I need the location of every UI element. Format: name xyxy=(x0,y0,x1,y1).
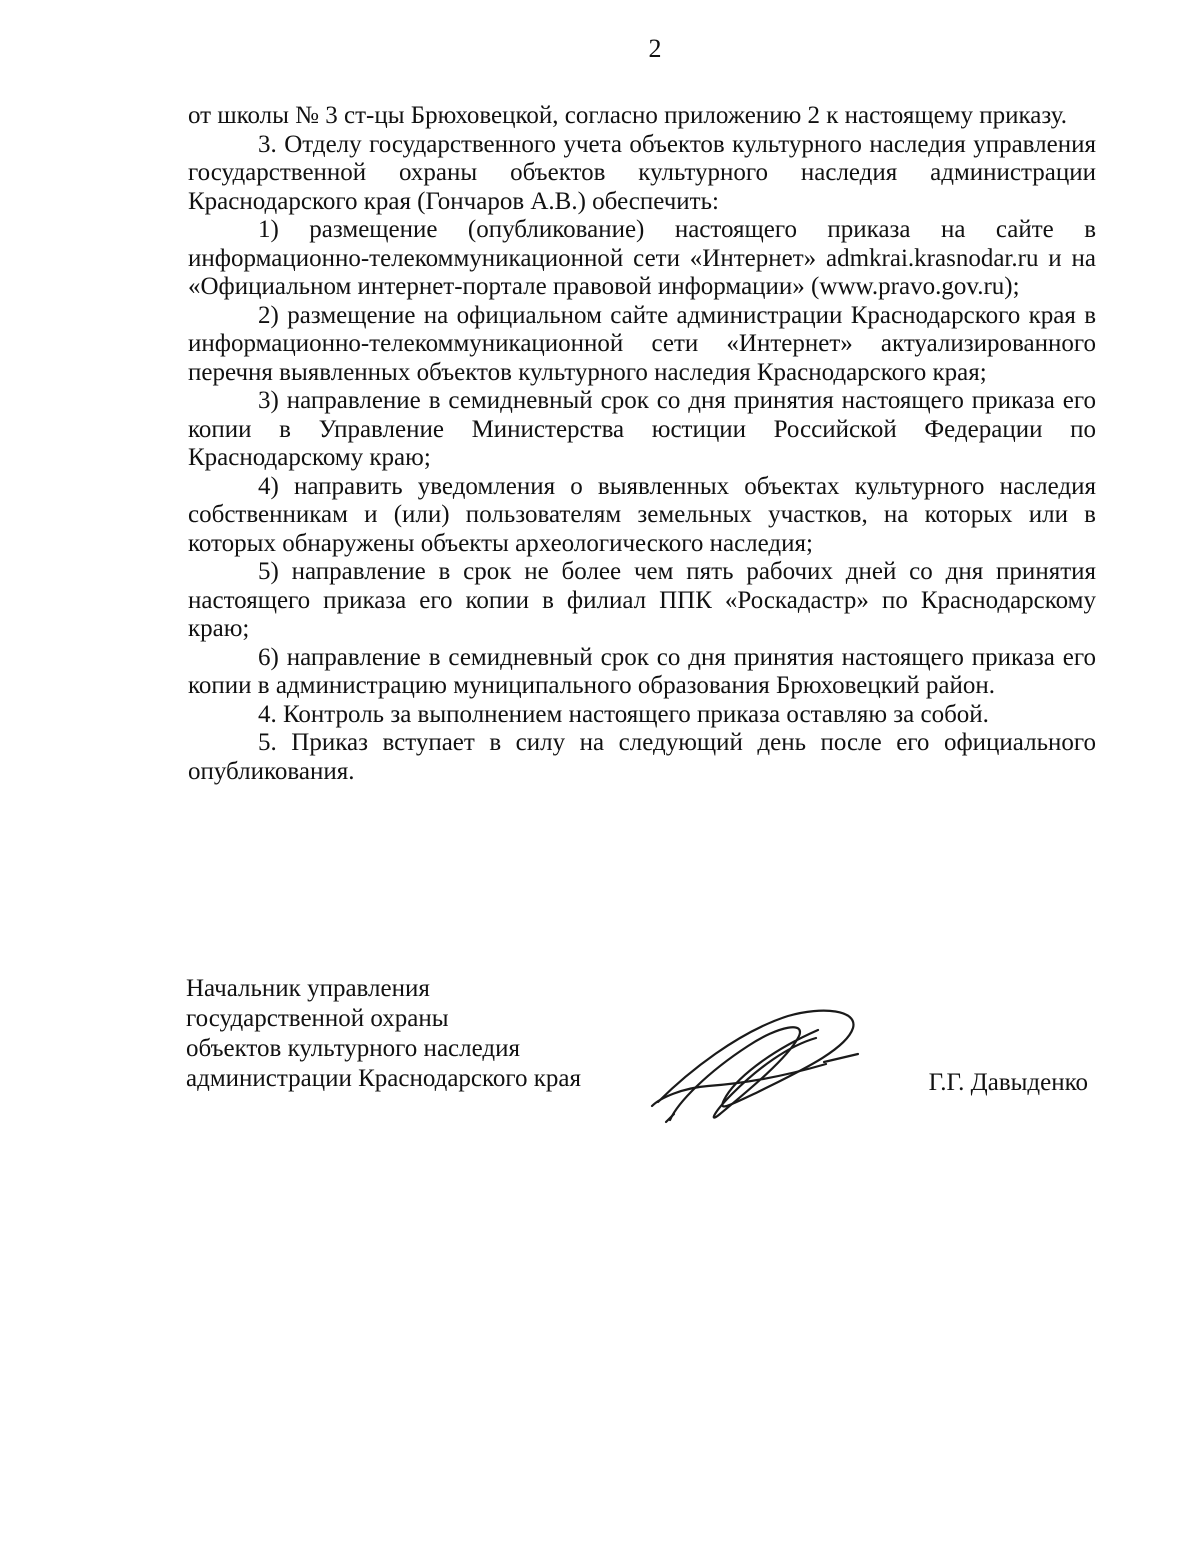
paragraph-item-5: 5. Приказ вступает в силу на следующий день после его официального опубликования. xyxy=(188,729,1096,785)
signatory-position-line: администрации Краснодарского края xyxy=(186,1065,582,1092)
signer-name: Г.Г. Давыденко xyxy=(928,1069,1088,1096)
paragraph-subitem-3: 3) направление в семидневный срок со дня принятия настоящего приказа его копии в Управление Министерства юстиции Российской Федерации по Краснодарскому краю; xyxy=(188,387,1096,471)
signatory-position-line: государственной охраны xyxy=(186,1005,449,1032)
paragraph-continuation: от школы № 3 ст-цы Брюховецкой, согласно приложению 2 к настоящему приказу. xyxy=(188,102,1067,129)
paragraph-subitem-4: 4) направить уведомления о выявленных объектах культурного наследия собственникам и (или) пользователям земельных участков, на которых или в которых обнаружены объекты археологического наследия; xyxy=(188,472,1096,557)
paragraph-item-4: 4. Контроль за выполнением настоящего приказа оставляю за собой. xyxy=(258,700,989,728)
paragraph-item-3: 3. Отделу государственного учета объектов культурного наследия управления государственной охраны объектов культурного наследия администрации Краснодарского края (Гончаров А.В.) обеспечить: xyxy=(188,130,1096,215)
paragraph-subitem-6: 6) направление в семидневный срок со дня принятия настоящего приказа его копии в администрацию муниципального образования Брюховецкий район. xyxy=(188,643,1096,699)
signatory-position-line: Начальник управления xyxy=(186,975,430,1002)
signatory-position xyxy=(186,974,581,1094)
handwritten-signature xyxy=(648,1002,868,1132)
document-body xyxy=(188,102,1096,786)
signatory-position-line: объектов культурного наследия xyxy=(186,1035,520,1062)
page-number: 2 xyxy=(648,34,662,63)
paragraph-subitem-5: 5) направление в срок не более чем пять рабочих дней со дня принятия настоящего приказа его копии в филиал ППК «Роскадастр» по Краснодарскому краю; xyxy=(188,558,1096,642)
paragraph-subitem-2: 2) размещение на официальном сайте администрации Краснодарского края в информационно-телекоммуникационной сети «Интернет» актуализированного перечня выявленных объектов культурного наследия Краснодарского края; xyxy=(188,301,1096,386)
paragraph-subitem-1: 1) размещение (опубликование) настоящего приказа на сайте в информационно-телекоммуникационной сети «Интернет» admkrai.krasnodar.ru и на «Официальном интернет-портале правовой информации» (www.pravo.gov.ru); xyxy=(188,216,1096,300)
